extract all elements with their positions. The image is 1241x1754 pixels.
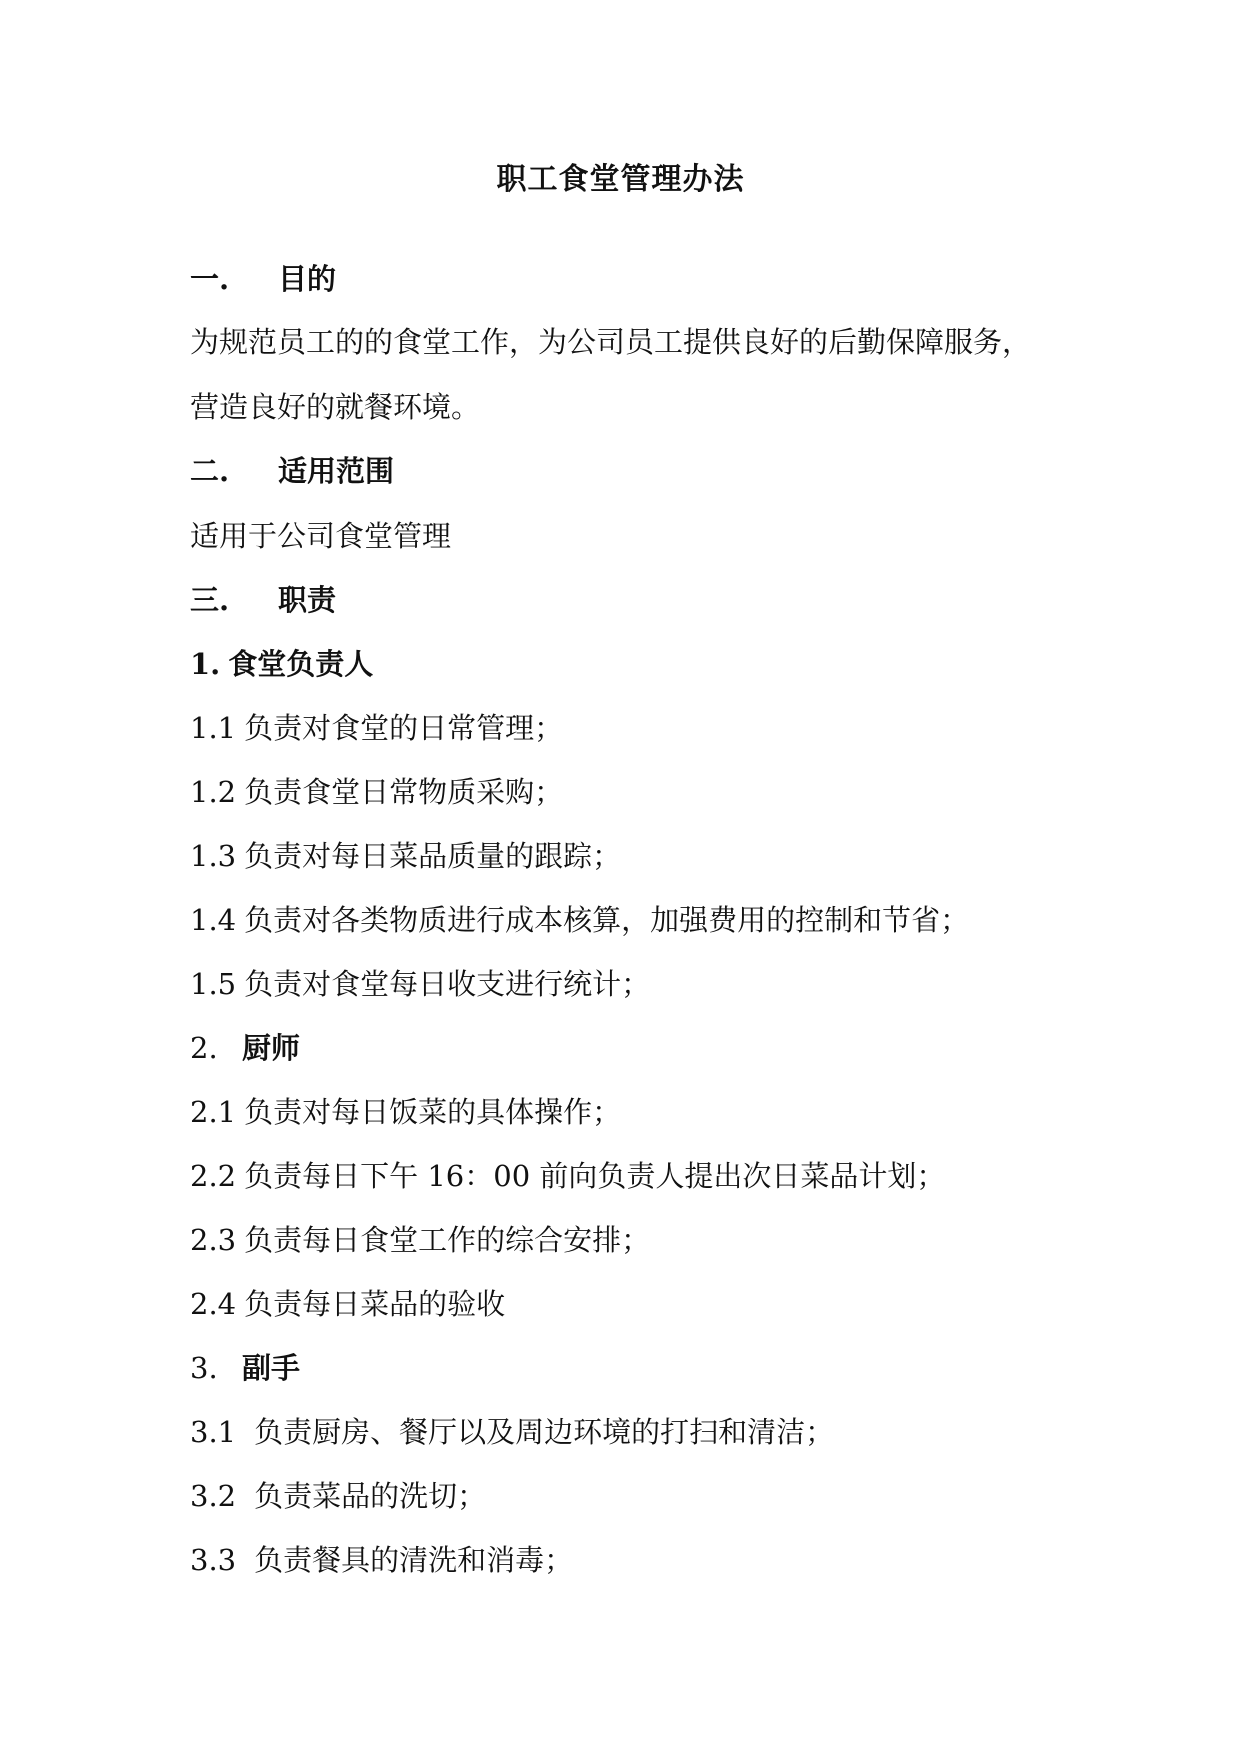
section-title: 目的	[278, 262, 337, 296]
item-number: 2.3	[190, 1223, 237, 1257]
role-number: 2.	[190, 1031, 218, 1065]
item-number: 3.1	[190, 1415, 237, 1449]
item-number: 3.2	[190, 1479, 237, 1513]
item-number: 1.5	[190, 967, 237, 1001]
item-text: 负责餐具的清洗和消毒；	[254, 1543, 574, 1577]
item-text: 负责对每日菜品质量的跟踪；	[244, 839, 622, 873]
role-heading-chef	[190, 1028, 300, 1068]
purpose-text-line-1: 为规范员工的的食堂工作，为公司员工提供良好的后勤保障服务，	[190, 325, 1032, 359]
section-number: 三.	[190, 583, 230, 617]
item-text: 负责对食堂的日常管理；	[244, 711, 564, 745]
section-heading-duties	[190, 580, 336, 620]
role-title: 厨师	[242, 1031, 301, 1065]
role-number: 3.	[190, 1351, 218, 1385]
document-title: 职工食堂管理办法	[496, 162, 745, 197]
item-number: 2.2	[190, 1159, 237, 1193]
role-heading-assistant	[190, 1348, 300, 1388]
list-item	[190, 900, 969, 940]
item-number: 2.1	[190, 1095, 237, 1129]
list-item	[190, 1220, 650, 1260]
role-number: 1.	[190, 647, 221, 681]
item-text: 负责对食堂每日收支进行统计；	[244, 967, 651, 1001]
purpose-text-line-2: 营造良好的就餐环境。	[190, 390, 481, 424]
item-text: 负责食堂日常物质采购；	[244, 775, 564, 809]
section-number: 一.	[190, 262, 230, 296]
item-number: 3.3	[190, 1543, 237, 1577]
item-text: 负责厨房、餐厅以及周边环境的打扫和清洁；	[254, 1415, 835, 1449]
item-number: 1.4	[190, 903, 237, 937]
item-text: 负责对每日饭菜的具体操作；	[244, 1095, 622, 1129]
section-heading-purpose	[190, 259, 336, 299]
item-number: 1.1	[190, 711, 237, 745]
section-title: 适用范围	[278, 454, 395, 488]
item-text: 负责对各类物质进行成本核算，加强费用的控制和节省；	[244, 903, 970, 937]
item-text: 负责菜品的洗切；	[254, 1479, 487, 1513]
list-item	[190, 1156, 945, 1196]
item-number: 1.2	[190, 775, 237, 809]
role-title: 食堂负责人	[228, 647, 374, 681]
item-number: 1.3	[190, 839, 237, 873]
list-item	[190, 1412, 834, 1452]
list-item	[190, 1476, 486, 1516]
list-item	[190, 1284, 505, 1324]
item-text: 负责每日下午 16：00 前向负责人提出次日菜品计划；	[244, 1159, 946, 1193]
list-item	[190, 964, 650, 1004]
role-heading-canteen-manager	[190, 644, 373, 684]
item-text: 负责每日食堂工作的综合安排；	[244, 1223, 651, 1257]
scope-text: 适用于公司食堂管理	[190, 519, 452, 553]
list-item	[190, 1092, 621, 1132]
item-number: 2.4	[190, 1287, 237, 1321]
list-item	[190, 1540, 573, 1580]
role-title: 副手	[242, 1351, 301, 1385]
section-title: 职责	[278, 583, 337, 617]
section-number: 二.	[190, 454, 230, 488]
list-item	[190, 772, 563, 812]
section-heading-scope	[190, 451, 394, 491]
list-item	[190, 836, 621, 876]
list-item	[190, 708, 563, 748]
item-text: 负责每日菜品的验收	[244, 1287, 506, 1321]
